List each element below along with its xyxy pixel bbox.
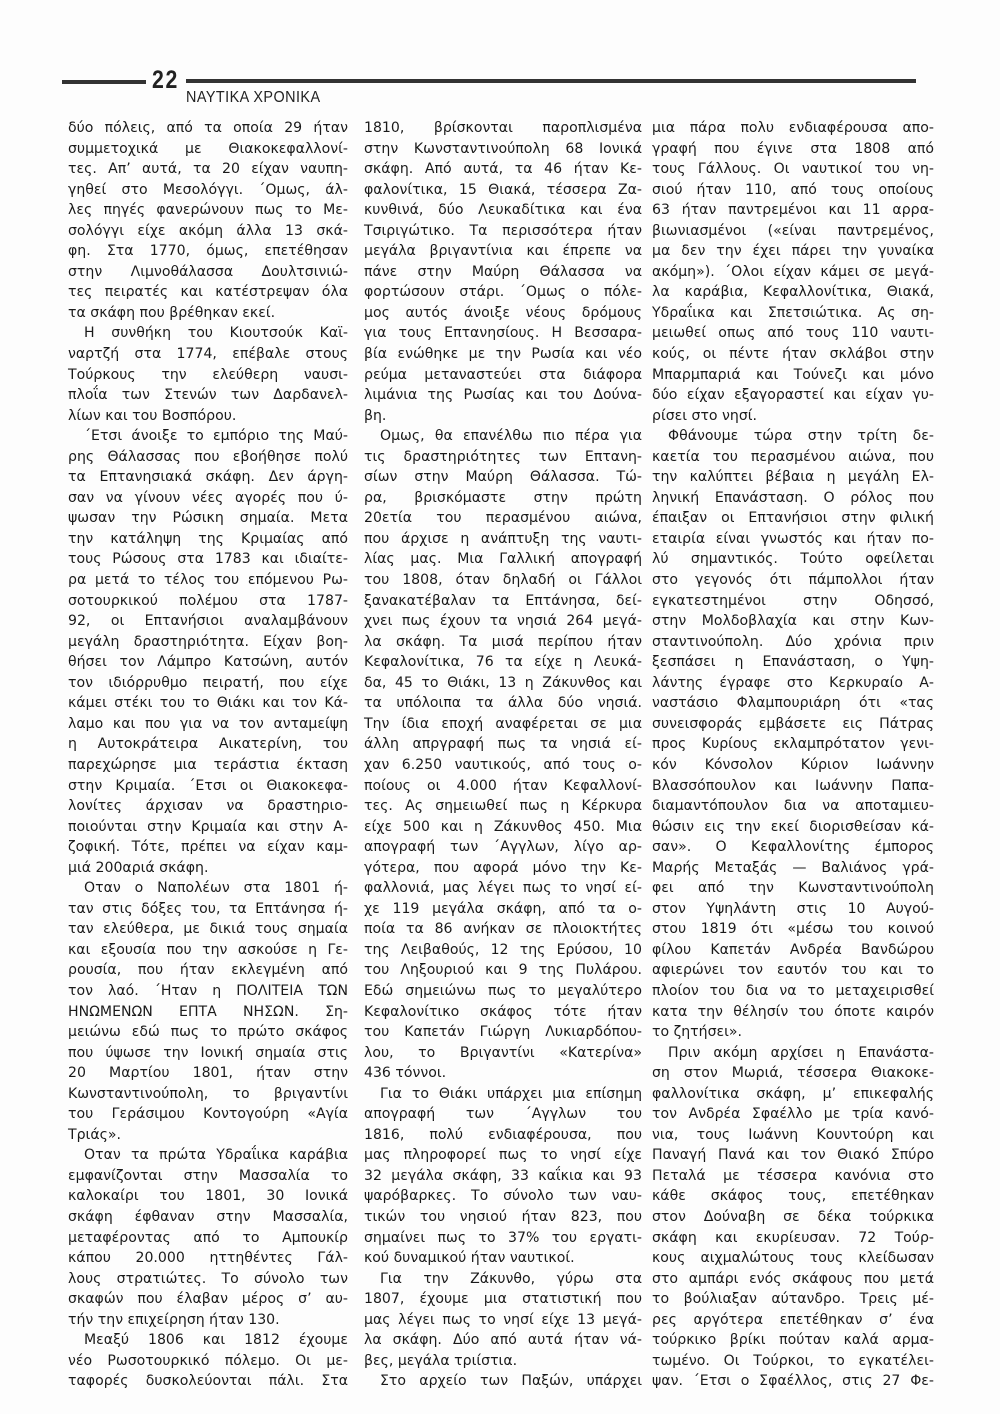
text-line: μεταφέροντας από το Αμπουκίρ [68,1229,348,1246]
text-line: στου 1819 ότι «μέσω του κοινού [652,921,934,938]
text-line: τα Επτανησιακά σκάφη. Δεν άργη- [68,469,348,486]
text-line: γότερα, που αφορά μόνο την Κε- [364,859,642,876]
text-line: Κεφαλονίτικα, 76 τα είχε η Λευκά- [364,654,642,671]
text-line: μειώνω εδώ πως το πρώτο σκάφος [68,1024,348,1041]
text-line: και εξουσία που την ασκούσε η Γε- [68,941,348,958]
text-line: αφιερώνει τον εαυτόν του και το [652,962,934,979]
text-line: ακόμη»). ΄Ολοι είχαν κάμει σε μεγά- [652,263,934,280]
text-line: Στο αρχείο των Παξών, υπάρχει [380,1373,642,1390]
text-line: δύο πόλεις, από τα οποία 29 ήταν [68,120,348,136]
text-line: της Λειβαθούς, 12 της Ερύσου, 10 [364,941,642,958]
text-line: στον Υψηλάντη στις 10 Αυγού- [652,900,934,917]
text-line: ληνική Επανάσταση. Ο ρόλος που [652,489,934,506]
text-line: τα υπόλοιπα τα άλλα δύο νησιά. [364,695,642,712]
text-line: δα, 45 το Θιάκι, 13 η Ζάκυνθος και [364,674,642,691]
text-line: έπαιξαν οι Επτανήσιοι στην φιλική [652,510,934,527]
text-line: Τσιριγώτικο. Τα περισσότερα ήταν [364,222,642,239]
text-line: Μπαρμπαριά και Τούνεζι και μόνο [652,366,934,383]
text-line: φη. Στα 1770, όμως, επετέθησαν [68,243,348,260]
text-line: είχε 500 και η Ζάκυνθος 450. Μια [364,818,642,835]
text-line: κόν Κόνσολον Κύριον Ιωάννην [652,756,934,773]
text-line: Μεαξύ 1806 και 1812 έχουμε [84,1332,348,1349]
text-line: παρεχώρησε μια τεράστια έκταση [68,756,348,773]
text-line: η Αυτοκράτειρα Αικατερίνη, του [68,736,348,753]
text-line: Πριν ακόμη αρχίσει η Επανάστα- [668,1044,934,1061]
text-line: Την ίδια εποχή αναφέρεται σε μια [364,715,642,732]
magazine-title: ΝΑΥΤΙΚΑ ΧΡΟΝΙΚΑ [186,89,321,106]
text-line: βιωνιασμένοι («είναι παντρεμένος, [652,222,934,239]
text-line: ταν στις δόξες του, τα Επτάνησα ή- [68,900,348,917]
text-line: τα σκάφη που βρέθηκαν εκεί. [68,304,276,321]
text-line: γραφή που έγινε στα 1808 από [652,140,934,157]
text-line: 32 μεγάλα σκάφη, 33 καΐκια και 93 [364,1167,642,1184]
text-line: 63 ήταν παντρεμένοι και 11 αρρα- [652,202,934,219]
text-line: δύο είχαν εξαγοραστεί και είχαν γυ- [652,387,934,404]
text-line: κάμει στέκι του το Θιάκι και τον Κά- [68,695,348,712]
text-line: συμμετοχικά με Θιακοκεφαλλονί- [68,140,348,157]
text-line: κού δυναμικού ήταν ναυτικοί. [364,1250,575,1267]
text-column-2 [364,118,642,1392]
text-line: Οταν ο Ναπολέων στα 1801 ή- [84,880,348,897]
text-line: του Καπετάν Γιώργη Λυκιαρδόπου- [364,1024,642,1041]
text-line: εμφανίζονται στην Μασσαλία το [68,1167,348,1184]
text-line: Για το Θιάκι υπάρχει μια επίσημη [380,1085,642,1102]
text-line: εταιρία είναι γνωστός και ήταν πο- [652,530,934,547]
text-line: λους στρατιώτες. Το σύνολο των [68,1270,348,1287]
text-line: ποία τα 86 ανήκαν σε πλοιοκτήτες [364,921,642,938]
text-line: που ύψωσε την Ιονική σημαία στις [68,1044,348,1061]
text-line: τήν την επιχείρηση ήταν 130. [68,1311,280,1328]
text-line: μος αυτός άνοιξε νέους δρόμους [364,304,642,321]
text-line: χε 119 μεγάλα σκάφη, από τα ο- [364,900,642,917]
text-line: 1816, πολύ ενδιαφέρουσα, που [364,1126,642,1143]
text-line: λίων και του Βοσπόρου. [68,407,237,424]
text-line: σαν να γίνουν νέες αγορές που ύ- [68,489,348,506]
text-line: κατα την θέλησίν του όποτε καιρόν [652,1003,934,1020]
text-line: συνεισφοράς εμβάσετε εις Πάτρας [652,715,934,732]
text-line: πάνε στην Μαύρη Θάλασσα να [364,263,642,280]
text-line: τον Ανδρέα Σφαέλλο με τρία κανό- [652,1106,934,1123]
text-line: εγκατεστημένοι στην Οδησσό, [652,592,934,609]
text-line: που άρχισε η ανάπτυξη της ναυτι- [364,530,642,547]
text-line: καλοκαίρι του 1801, 30 Ιονικά [68,1188,348,1205]
text-line: βία ενώθηκε με την Ρωσία και νέο [364,346,642,363]
text-line: Η συνθήκη του Κιουτσούκ Καϊ- [84,325,348,342]
text-line: λα σκάφη. Δύο από αυτά ήταν νά- [364,1332,642,1349]
text-line: ση στον Μωριά, τέσσερα Θιακοκε- [652,1065,934,1082]
text-line: ζοφική. Τότε, πρέπει να είχαν καμ- [68,839,348,856]
text-line: ΄Ετσι άνοιξε το εμπόριο της Μαύ- [84,428,348,445]
text-line: ταφορές δυσκολεύονται πάλι. Στα [68,1373,348,1390]
text-line: μα δεν την έχει πάρει την γυναίκα [652,243,934,260]
text-line: στην Κωνσταντινούπολη 68 Ιονικά [364,140,642,157]
text-line: στην Μολδοβλαχία και στην Κων- [652,613,934,630]
text-line: Βλασσόπουλον και Ιωάννην Παπα- [652,777,934,794]
text-line: λίας μας. Μια Γαλλική απογραφή [364,551,642,568]
text-line: το βούλιαξαν αύτανδρο. Τρεις μέ- [652,1291,934,1308]
text-line: σίων στην Μαύρη Θάλασσα. Τώ- [364,469,642,486]
text-line: σκάφη έφθαναν στην Μασσαλία, [68,1208,348,1225]
text-line: 1807, έχουμε μια στατιστική που [364,1291,642,1308]
text-line: λαμο και που για να τον ανταμείψη [68,715,348,732]
text-line: στο αμπάρι ενός σκάφους που μετά [652,1270,934,1287]
text-line: ΗΝΩΜΕΝΩΝ ΕΠΤΑ ΝΗΣΩΝ. Ση- [68,1003,348,1020]
text-line: κυνθινά, δύο Λευκαδίτικα και ένα [364,202,642,219]
text-line: Φθάνουμε τώρα στην τρίτη δε- [668,428,934,445]
text-line: Υδραΐικα και Σπετσιώτικα. Ας ση- [652,304,934,321]
text-line: 92, οι Επτανήσιοι αναλαμβάνουν [68,613,348,630]
text-line: σημαίνει πως το 37% του εργατι- [364,1229,642,1246]
text-line: κούς, οι πέντε ήταν σκλάβοι στην [652,346,934,363]
text-line: ρουσία, που ήταν εκλεγμένη από [68,962,348,979]
text-line: λες πηγές φανερώνουν πως το Με- [68,202,348,219]
text-line: κάθε σκάφος τους, επετέθηκαν [652,1188,934,1205]
text-line: φαλλονιά, μας λέγει πως το νησί εί- [364,880,642,897]
text-line: σκάφη και εκυρίευσαν. 72 Τούρ- [652,1229,934,1246]
text-line: Εδώ σημειώνω πως το μεγαλύτερο [364,982,642,999]
text-line: στο γεγονός ότι πάμπολλοι ήταν [652,572,934,589]
text-line: τες πειρατές και κατέστρεψαν όλα [68,284,348,301]
text-line: μας πληροφορεί πως το νησί είχε [364,1147,642,1164]
text-line: καετία του περασμένου αιώνα, που [652,448,934,465]
page-number: 22 [152,66,180,94]
text-line: ψαρόβαρκες. Το σύνολο των ναυ- [364,1188,642,1205]
text-line: του Ληξουριού και 9 της Πυλάρου. [364,962,642,979]
text-line: την κατάληψη της Κριμαίας από [68,530,348,547]
text-line: τις δραστηριότητες των Επτανη- [364,448,642,465]
text-line: Για την Ζάκυνθο, γύρω στα [380,1270,642,1287]
text-line: στην Κριμαία. ΄Ετσι οι Θιακοκεφα- [68,777,348,794]
text-line: Μαρής Μεταξάς — Βαλιάνος γρά- [652,859,934,876]
text-line: λονίτες άρχισαν να δραστηριο- [68,798,348,815]
text-line: ρίσει στο νησί. [652,407,758,424]
text-line: Κεφαλονίτικο σκάφος τότε ήταν [364,1003,642,1020]
text-line: στην Λιμνοθάλασσα Δουλτσινιώ- [68,263,348,280]
text-line: τες. Ας σημειωθεί πως η Κέρκυρα [364,798,642,815]
text-line: του 1808, όταν δηλαδή οι Γάλλοι [364,572,642,589]
text-line: τούρκικο βρίκι πούταν καλά αρμα- [652,1332,934,1349]
text-line: λα καράβια, Κεφαλλονίτικα, Θιακά, [652,284,934,301]
header-rule-left [62,80,146,84]
text-line: Τριάς». [68,1126,121,1143]
text-line: λύ σημαντικός. Τούτο οφείλεται [652,551,934,568]
text-line: για τους Επτανησίους. Η Βεσσαρα- [364,325,642,342]
text-line: μιά 200αριά σκάφη. [68,859,209,876]
text-line: τον ιδιόρρυθμο πειρατή, που είχε [68,674,348,691]
text-line: μειωθεί οπως από τους 110 ναυτι- [652,325,934,342]
text-line: απογραφή των ΄Αγγλων του [364,1106,642,1123]
text-line: Κωνσταντινούπολη, το βριγαντίνι [68,1085,348,1102]
text-line: ψωσαν την Ρώσικη σημαία. Μετα [68,510,348,527]
text-line: μεγάλη δραστηριότητα. Είχαν βοη- [68,633,348,650]
text-line: βη. [364,407,387,424]
text-line: μας λέγει πως το νησί είχε 13 μεγά- [364,1311,642,1328]
text-line: λα σκάφη. Τα μισά περίπου ήταν [364,633,642,650]
text-line: Τούρκους την ελεύθερη ναυσι- [68,366,348,383]
text-line: σιού ήταν 110, από τους οποίους [652,181,934,198]
header-rule-right [186,79,916,83]
text-line: σοτουρκικού πολέμου στα 1787- [68,592,348,609]
text-line: σολόγγι είχε ακόμη άλλα 13 σκά- [68,222,348,239]
text-line: τωμένο. Οι Τούρκοι, το εγκατέλει- [652,1352,934,1369]
text-line: ξανακατέβαλαν τα Επτάνησα, δεί- [364,592,642,609]
text-line: σαν». Ο Κεφαλλονίτης έμπορος [652,839,934,856]
text-line: 1810, βρίσκονται παροπλισμένα [364,120,642,136]
text-line: σταντινούπολη. Δύο χρόνια πριν [652,633,934,650]
text-line: ναρτζή στα 1774, επέβαλε στους [68,346,348,363]
text-line: 436 τόννοι. [364,1065,447,1082]
text-line: ρα μετά το τέλος του επόμενου Ρω- [68,572,348,589]
text-line: στον Δούναβη σε δέκα τούρκικα [652,1208,934,1225]
text-line: ρες αργότερα επετέθηκαν σ’ ένα [652,1311,934,1328]
text-line: ναστάσιο Φλαμπουριάρη ότι «τας [652,695,934,712]
text-line: Ομως, θα επανέλθω πιο πέρα για [380,428,642,445]
text-line: 20ετία του περασμένου αιώνα, [364,510,642,527]
text-line: κάπου 20.000 ηττηθέντες Γάλ- [68,1250,348,1267]
text-line: φαλονίτικα, 15 Θιακά, τέσσερα Ζα- [364,181,642,198]
text-line: φει από την Κωνσταντινούπολη [652,880,934,897]
text-line: ρεύμα μεταναστεύει στα διάφορα [364,366,642,383]
text-line: τες. Απ’ αυτά, τα 20 είχαν ναυπη- [68,161,348,178]
text-line: χνει πως έχουν τα νησιά 264 μεγά- [364,613,642,630]
text-line: νέο Ρωσοτουρκικό πόλεμο. Οι με- [68,1352,348,1369]
text-line: τους Ρώσους στα 1783 και ιδιαίτε- [68,551,348,568]
text-line: φορτώσουν στάρι. ΄Ομως ο πόλε- [364,284,642,301]
text-line: φίλου Καπετάν Ανδρέα Βανδώρου [652,941,934,958]
text-line: μια πάρα πολυ ενδιαφέρουσα απο- [652,120,934,136]
text-line: ταν ελεύθερα, με δικιά τους σημαία [68,921,348,938]
text-line: τον λαό. ΄Ηταν η ΠΟΛΙΤΕΙΑ ΤΩΝ [68,982,348,999]
text-line: Πεταλά με τέσσερα κανόνια στο [652,1167,934,1184]
text-line: σκάφη. Από αυτά, τα 46 ήταν Κε- [364,161,642,178]
text-line: νια, τους Ιωάννη Κουντούρη και [652,1126,934,1143]
text-line: φαλλονίτικα σκάφη, μ’ επικεφαλής [652,1085,934,1102]
text-line: του Γεράσιμου Κοντογούρη «Αγία [68,1106,348,1123]
text-line: ξεσπάσει η Επανάσταση, ο Υψη- [652,654,934,671]
text-line: πλοίον του δια να το μεταχειρισθεί [652,982,934,999]
text-line: γηθεί στο Μεσολόγγι. ΄Ομως, άλ- [68,181,348,198]
text-line: ρα, βρισκόμαστε στην πρώτη [364,489,642,506]
text-line: λιμάνια της Ρωσίας και του Δούνα- [364,387,642,404]
text-column-1 [68,118,348,1392]
text-line: τους Γάλλους. Οι ναυτικοί του νη- [652,161,934,178]
text-line: άλλη απργραφή πως τα νησιά εί- [364,736,642,753]
text-line: λάντης έγραφε στο Κερκυραίο Α- [652,674,934,691]
text-line: θώσιν εις την εκεί διορισθείσαν κά- [652,818,934,835]
text-line: μεγάλα βριγαντίνια και έπρεπε να [364,243,642,260]
text-line: θήσει τον Λάμπρο Κατσώνη, αυτόν [68,654,348,671]
text-line: κους αιχμαλώτους τους κλείδωσαν [652,1250,934,1267]
text-line: απογραφή των ΄Αγγλων, λίγο αρ- [364,839,642,856]
text-line: σκαφών που έλαβαν μέρος σ’ αυ- [68,1291,348,1308]
text-line: Οταν τα πρώτα Υδραΐικα καράβια [84,1147,348,1164]
text-line: ποιούνται στην Κριμαία και στην Α- [68,818,348,835]
text-line: 20 Μαρτίου 1801, ήταν στην [68,1065,348,1082]
text-line: πλοΐα των Στενών των Δαρδανελ- [68,387,348,404]
text-column-3 [652,118,934,1392]
text-line: τικών του νησιού ήταν 823, που [364,1208,642,1225]
text-line: προς Κυρίους εκλαμπρότατον γενι- [652,736,934,753]
text-line: ρης Θάλασσας που εβοήθησε πολύ [68,448,348,465]
text-line: Παναγή Πανά και τον Θιακό Σπύρο [652,1147,934,1164]
text-line: χαν 6.250 ναυτικούς, από τους ο- [364,756,642,773]
text-line: βες, μεγάλα τριίστια. [364,1352,518,1369]
text-line: ποίους οι 4.000 ήταν Κεφαλλονί- [364,777,642,794]
text-line: λου, το Βριγαντίνι «Κατερίνα» [364,1044,642,1061]
text-line: την καλύπτει βέβαια η μεγάλη Ελ- [652,469,934,486]
text-line: το ζητήσει». [652,1024,743,1041]
text-line: ψαν. ΄Ετσι ο Σφαέλλος, στις 27 Φε- [652,1373,934,1390]
text-line: διαμαντόπουλον δια να αποταμιευ- [652,798,934,815]
